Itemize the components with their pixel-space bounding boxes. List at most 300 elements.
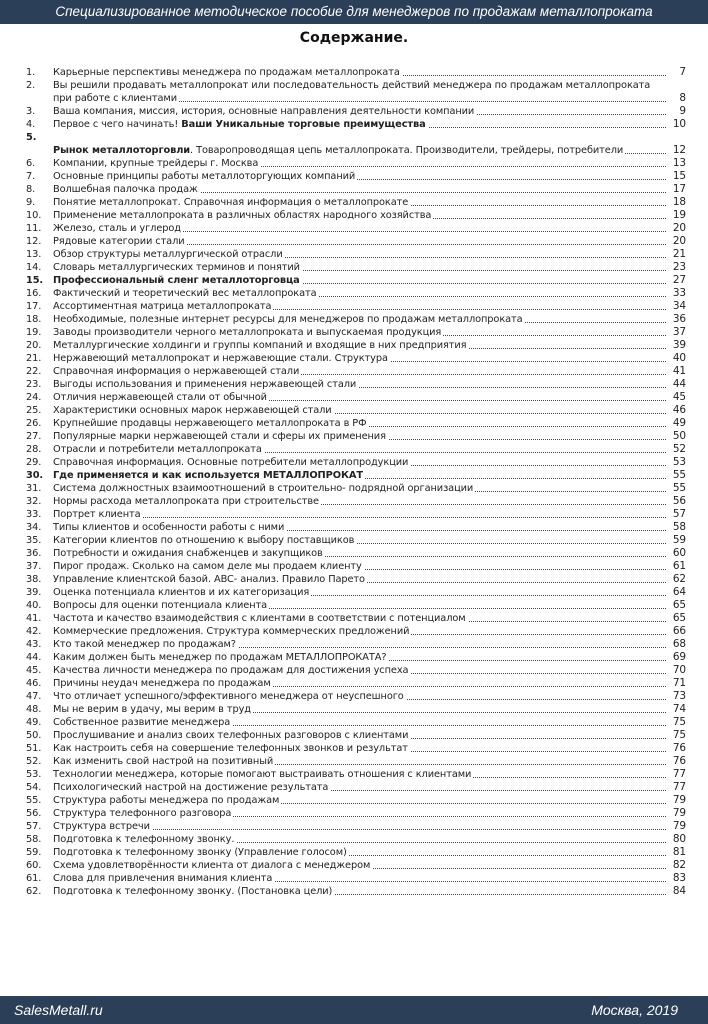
toc-item-number: 25.	[26, 405, 42, 416]
toc-item[interactable]	[26, 872, 686, 885]
toc-item[interactable]	[26, 690, 686, 703]
header-bar	[0, 0, 708, 24]
toc-item-text: Подготовка к телефонному звонку. (Постановка цели)	[53, 886, 333, 897]
toc-item-number: 2.	[26, 80, 36, 91]
toc-item-title	[53, 170, 666, 183]
toc-item[interactable]	[26, 118, 686, 131]
toc-item-text: Управление клиентской базой. ABC- анализ. Правило Парето	[53, 574, 365, 585]
toc-item-title	[53, 534, 666, 547]
toc-item-text: Необходимые, полезные интернет ресурсы для менеджеров по продажам металлопроката	[53, 314, 523, 325]
toc-item-number: 20.	[26, 340, 42, 351]
toc-item-text: Портрет клиента	[53, 509, 141, 520]
toc-item-title	[53, 820, 666, 833]
toc-item-title	[53, 326, 666, 339]
toc-item[interactable]	[26, 547, 686, 560]
toc-item[interactable]	[26, 209, 686, 222]
toc-item-number: 62.	[26, 886, 42, 897]
toc-item-page: 36	[672, 313, 686, 325]
toc-item-number: 33.	[26, 509, 42, 520]
toc-item-text: Коммерческие предложения. Структура коммерческих предложений	[53, 626, 410, 637]
toc-item-title	[53, 469, 666, 482]
toc-item[interactable]	[26, 300, 686, 313]
toc-item-number: 8.	[26, 184, 36, 195]
toc-item[interactable]	[26, 794, 686, 807]
toc-item[interactable]	[26, 625, 686, 638]
toc-item-page: 49	[672, 417, 686, 429]
table-of-contents	[26, 66, 686, 898]
toc-item[interactable]	[26, 820, 686, 833]
toc-item-number: 53.	[26, 769, 42, 780]
toc-item-bold-text: Рынок металлоторговли	[53, 145, 191, 156]
toc-item-number: 19.	[26, 327, 42, 338]
toc-item-page: 75	[672, 729, 686, 741]
toc-item-text: Обзор структуры металлургической отрасли	[53, 249, 283, 260]
toc-item-number: 47.	[26, 691, 42, 702]
toc-item-text: Отрасли и потребители металлопроката	[53, 444, 262, 455]
toc-item-page: 76	[672, 742, 686, 754]
toc-item-title	[53, 742, 666, 755]
toc-item[interactable]	[26, 404, 686, 417]
toc-item-text: Нержавеющий металлопрокат и нержавеющие стали. Структура	[53, 353, 388, 364]
toc-item-text: Частота и качество взаимодействия с клиентами в соответствии с потенциалом	[53, 613, 466, 624]
toc-item-number: 55.	[26, 795, 42, 806]
toc-item-text: Прослушивание и анализ своих телефонных разговоров с клиентами	[53, 730, 409, 741]
toc-item-number: 10.	[26, 210, 42, 221]
toc-item-number: 35.	[26, 535, 42, 546]
toc-item-page: 79	[672, 807, 686, 819]
toc-item-text: Вы решили продавать металлопрокат или последовательность действий менеджера по продажам металлопроката при работе с клиентами	[53, 80, 651, 104]
toc-item[interactable]	[26, 170, 686, 183]
toc-item-title	[53, 196, 666, 209]
toc-item-number: 42.	[26, 626, 42, 637]
toc-item[interactable]	[26, 313, 686, 326]
toc-item-text: Словарь металлургических терминов и понятий	[53, 262, 300, 273]
toc-item-title	[53, 625, 666, 638]
toc-item[interactable]	[26, 430, 686, 443]
toc-item-page: 41	[672, 365, 686, 377]
toc-item-number: 37.	[26, 561, 42, 572]
toc-item[interactable]	[26, 456, 686, 469]
toc-item-number: 49.	[26, 717, 42, 728]
toc-item-page: 23	[672, 261, 686, 273]
toc-item-text: Подготовка к телефонному звонку.	[53, 834, 235, 845]
toc-item-number: 27.	[26, 431, 42, 442]
toc-item-title	[53, 729, 666, 742]
toc-item-number: 48.	[26, 704, 42, 715]
toc-item[interactable]	[26, 326, 686, 339]
toc-item-text: Волшебная палочка продаж	[53, 184, 198, 195]
toc-item-text: Вопросы для оценки потенциала клиента	[53, 600, 268, 611]
toc-item-number: 34.	[26, 522, 42, 533]
toc-item-page: 71	[672, 677, 686, 689]
toc-item-number: 36.	[26, 548, 42, 559]
toc-item-page: 46	[672, 404, 686, 416]
toc-item-page: 33	[672, 287, 686, 299]
toc-item-page: 21	[672, 248, 686, 260]
toc-item-page: 17	[672, 183, 686, 195]
toc-item-number: 51.	[26, 743, 42, 754]
toc-item[interactable]	[26, 157, 686, 170]
toc-item-page: 65	[672, 612, 686, 624]
toc-item[interactable]	[26, 521, 686, 534]
toc-item-number: 28.	[26, 444, 42, 455]
toc-item-title	[53, 274, 666, 287]
toc-item-page: 39	[672, 339, 686, 351]
toc-item-page: 58	[672, 521, 686, 533]
toc-item-title	[53, 573, 666, 586]
toc-item-page: 77	[672, 781, 686, 793]
toc-item-text: Нормы расхода металлопроката при строительстве	[53, 496, 319, 507]
toc-item-number: 40.	[26, 600, 42, 611]
toc-item-title	[53, 495, 666, 508]
toc-item-text: Выгоды использования и применения нержавеющей стали	[53, 379, 357, 390]
toc-item-page: 44	[672, 378, 686, 390]
toc-item-number: 23.	[26, 379, 42, 390]
toc-item-page: 40	[672, 352, 686, 364]
footer-site[interactable]: SalesMetall.ru	[14, 1002, 103, 1018]
toc-item-page: 76	[672, 755, 686, 767]
toc-item-number: 7.	[26, 171, 36, 182]
toc-item-title	[53, 300, 666, 313]
toc-item-number: 11.	[26, 223, 42, 234]
toc-item[interactable]	[26, 287, 686, 300]
toc-item-title	[53, 482, 666, 495]
toc-item[interactable]	[26, 573, 686, 586]
toc-item[interactable]	[26, 768, 686, 781]
toc-item-number: 50.	[26, 730, 42, 741]
toc-item-page: 56	[672, 495, 686, 507]
toc-item-text: Система должностных взаимоотношений в строительно- подрядной организации	[53, 483, 474, 494]
toc-item-number: 52.	[26, 756, 42, 767]
toc-item-text: Технологии менеджера, которые помогают выстраивать отношения с клиентами	[53, 769, 472, 780]
toc-item-title	[53, 105, 666, 118]
toc-item-page: 55	[672, 469, 686, 481]
toc-item-page: 45	[672, 391, 686, 403]
toc-item-title	[53, 339, 666, 352]
toc-item-title	[53, 144, 666, 157]
toc-item[interactable]	[26, 222, 686, 235]
toc-item-number: 56.	[26, 808, 42, 819]
toc-item-number: 13.	[26, 249, 42, 260]
toc-item-number: 54.	[26, 782, 42, 793]
toc-item-number: 21.	[26, 353, 42, 364]
toc-item-number: 14.	[26, 262, 42, 273]
toc-item-title	[53, 79, 666, 105]
toc-item-text: Оценка потенциала клиентов и их категоризация	[53, 587, 310, 598]
toc-item-page: 65	[672, 599, 686, 611]
toc-item-text: Пирог продаж. Сколько на самом деле мы продаем клиенту	[53, 561, 362, 572]
toc-item-page: 64	[672, 586, 686, 598]
toc-item-text: Собственное развитие менеджера	[53, 717, 231, 728]
toc-item-title	[53, 638, 666, 651]
toc-item[interactable]	[26, 716, 686, 729]
toc-item-page: 57	[672, 508, 686, 520]
toc-item-text: Ваша компания, миссия, история, основные направления деятельности компании	[53, 106, 475, 117]
toc-item-number: 24.	[26, 392, 42, 403]
toc-item[interactable]	[26, 833, 686, 846]
toc-item[interactable]	[26, 365, 686, 378]
toc-item[interactable]	[26, 560, 686, 573]
toc-item-page: 79	[672, 794, 686, 806]
toc-item-number: 39.	[26, 587, 42, 598]
toc-item-number: 41.	[26, 613, 42, 624]
footer-place-year: Москва, 2019	[591, 1002, 678, 1018]
toc-item-title	[53, 547, 666, 560]
toc-item-text: Где применяется и как используется МЕТАЛЛОПРОКАТ	[53, 470, 363, 481]
toc-item-page: 55	[672, 482, 686, 494]
toc-item-number: 5.	[26, 132, 37, 143]
toc-item[interactable]	[26, 339, 686, 352]
toc-item-text: Профессиональный сленг металлоторговца	[53, 275, 300, 286]
toc-item-number: 58.	[26, 834, 42, 845]
toc-item-text: Карьерные перспективы менеджера по продажам металлопроката	[53, 67, 400, 78]
toc-item[interactable]	[26, 495, 686, 508]
toc-item[interactable]	[26, 846, 686, 859]
toc-item[interactable]	[26, 183, 686, 196]
toc-item-page: 18	[672, 196, 686, 208]
toc-item-title	[53, 404, 666, 417]
toc-item-text: Ассортиментная матрица металлопроката	[53, 301, 272, 312]
toc-item-page: 53	[672, 456, 686, 468]
toc-item[interactable]	[26, 482, 686, 495]
toc-item[interactable]	[26, 196, 686, 209]
toc-item-number: 57.	[26, 821, 42, 832]
toc-item-number: 46.	[26, 678, 42, 689]
toc-item-title	[53, 235, 666, 248]
toc-item-title	[53, 430, 666, 443]
toc-item[interactable]	[26, 66, 686, 79]
toc-item[interactable]	[26, 729, 686, 742]
toc-item[interactable]	[26, 261, 686, 274]
toc-item-page: 27	[672, 274, 686, 286]
toc-item-title	[53, 677, 666, 690]
toc-item-number: 38.	[26, 574, 42, 585]
toc-item-page: 61	[672, 560, 686, 572]
toc-item-title	[53, 222, 666, 235]
toc-item-title	[53, 456, 666, 469]
toc-item-number: 43.	[26, 639, 42, 650]
toc-item[interactable]	[26, 599, 686, 612]
toc-item-title	[53, 807, 666, 820]
toc-item-text: Что отличает успешного/эффективного менеджера от неуспешного	[53, 691, 404, 702]
toc-item-page: 68	[672, 638, 686, 650]
toc-item[interactable]	[26, 417, 686, 430]
toc-item-bold-text: Ваши Уникальные торговые преимущества	[181, 119, 426, 130]
toc-item[interactable]	[26, 677, 686, 690]
toc-item-title	[53, 599, 666, 612]
toc-item-page: 50	[672, 430, 686, 442]
toc-item-number: 60.	[26, 860, 42, 871]
toc-item[interactable]	[26, 248, 686, 261]
toc-item-title	[53, 118, 666, 131]
toc-item[interactable]	[26, 534, 686, 547]
toc-item-title	[53, 664, 666, 677]
toc-item-text: Справочная информация о нержавеющей стали	[53, 366, 300, 377]
toc-item-page: 84	[672, 885, 686, 897]
toc-item[interactable]	[26, 79, 686, 105]
toc-item[interactable]	[26, 807, 686, 820]
toc-item-text: Заводы производители черного металлопроката и выпускаемая продукция	[53, 327, 442, 338]
toc-item-text: Применение металлопроката в различных областях народного хозяйства	[53, 210, 432, 221]
toc-item-number: 59.	[26, 847, 42, 858]
toc-item-title	[53, 859, 666, 872]
toc-item-number: 31.	[26, 483, 42, 494]
toc-item[interactable]	[26, 443, 686, 456]
toc-item[interactable]	[26, 469, 686, 482]
toc-item-number: 30.	[26, 470, 44, 481]
toc-item-text: Структура встречи	[53, 821, 150, 832]
toc-item-page: 77	[672, 768, 686, 780]
toc-item-number: 3.	[26, 106, 36, 117]
toc-item[interactable]	[26, 274, 686, 287]
toc-item-text: Металлургические холдинги и группы компаний и входящие в них предприятия	[53, 340, 467, 351]
toc-item-text: Популярные марки нержавеющей стали и сферы их применения	[53, 431, 386, 442]
toc-item[interactable]	[26, 742, 686, 755]
toc-item-page: 74	[672, 703, 686, 715]
toc-item-text: Основные принципы работы металлоторгующих компаний	[53, 171, 356, 182]
header-text: Специализированное методическое пособие для менеджеров по продажам металлопроката	[55, 4, 653, 19]
toc-item-page: 19	[672, 209, 686, 221]
toc-item-page: 13	[672, 157, 686, 169]
page-title: Содержание.	[299, 30, 409, 46]
toc-item-page: 34	[672, 300, 686, 312]
toc-item-title	[53, 651, 666, 664]
toc-item-text: Категории клиентов по отношению к выбору поставщиков	[53, 535, 355, 546]
toc-item-text: Подготовка к телефонному звонку (Управление голосом)	[53, 847, 347, 858]
toc-item-page: 52	[672, 443, 686, 455]
toc-item-page: 7	[679, 66, 686, 78]
toc-item-title	[53, 612, 666, 625]
toc-item-title	[53, 703, 666, 716]
toc-item[interactable]	[26, 781, 686, 794]
toc-item-title	[53, 768, 666, 781]
toc-item-page: 8	[679, 92, 686, 104]
toc-item[interactable]	[26, 664, 686, 677]
toc-item[interactable]	[26, 586, 686, 599]
toc-item-text: Мы не верим в удачу, мы верим в труд	[53, 704, 251, 715]
toc-item-title	[53, 352, 666, 365]
toc-item[interactable]	[26, 378, 686, 391]
toc-item-page: 80	[672, 833, 686, 845]
toc-item-text-cont: . Товаропроводящая цепь металлопроката. Производители, трейдеры, потребители	[190, 145, 624, 156]
toc-item-text: Железо, сталь и углерод	[53, 223, 181, 234]
toc-item-title	[53, 417, 666, 430]
toc-item-text: Причины неудач менеджера по продажам	[53, 678, 271, 689]
toc-item-number: 15.	[26, 275, 44, 286]
toc-item-title	[53, 66, 666, 79]
toc-item-title	[53, 287, 666, 300]
toc-item-page: 59	[672, 534, 686, 546]
toc-item-title	[53, 755, 666, 768]
toc-item-title	[53, 716, 666, 729]
toc-item-page: 82	[672, 859, 686, 871]
toc-item-page: 9	[679, 105, 686, 117]
toc-item-text: Качества личности менеджера по продажам для достижения успеха	[53, 665, 409, 676]
toc-item-number: 18.	[26, 314, 42, 325]
toc-item-title	[53, 794, 666, 807]
toc-item[interactable]	[26, 703, 686, 716]
toc-item-number: 12.	[26, 236, 42, 247]
toc-item-number: 1.	[26, 67, 36, 78]
toc-item-page: 37	[672, 326, 686, 338]
toc-item[interactable]	[26, 235, 686, 248]
toc-item[interactable]	[26, 885, 686, 898]
toc-item[interactable]	[26, 131, 686, 157]
footer-bar	[0, 996, 708, 1024]
toc-item-title	[53, 781, 666, 794]
toc-item-number: 9.	[26, 197, 36, 208]
toc-item-title	[53, 209, 666, 222]
toc-item[interactable]	[26, 508, 686, 521]
toc-item-page: 79	[672, 820, 686, 832]
toc-item-number: 61.	[26, 873, 42, 884]
toc-item[interactable]	[26, 352, 686, 365]
toc-item-title	[53, 443, 666, 456]
toc-item-title	[53, 508, 666, 521]
toc-item-page: 20	[672, 235, 686, 247]
toc-item-page: 10	[672, 118, 686, 130]
toc-item-text: Рядовые категории стали	[53, 236, 185, 247]
toc-item[interactable]	[26, 612, 686, 625]
toc-item-text: Характеристики основных марок нержавеющей стали	[53, 405, 332, 416]
toc-item-text: Крупнейшие продавцы нержавеющего металлопроката в РФ	[53, 418, 367, 429]
toc-item-text: Компании, крупные трейдеры г. Москва	[53, 158, 259, 169]
toc-item-number: 29.	[26, 457, 42, 468]
toc-item-page: 20	[672, 222, 686, 234]
toc-item-page: 69	[672, 651, 686, 663]
toc-item-title	[53, 846, 666, 859]
toc-item-page: 66	[672, 625, 686, 637]
toc-item-text: Отличия нержавеющей стали от обычной	[53, 392, 267, 403]
toc-item-page: 83	[672, 872, 686, 884]
toc-item-text: Психологический настрой на достижение результата	[53, 782, 329, 793]
toc-item-text: Справочная информация. Основные потребители металлопродукции	[53, 457, 409, 468]
toc-item-text: Структура работы менеджера по продажам	[53, 795, 280, 806]
toc-item[interactable]	[26, 105, 686, 118]
toc-item-number: 17.	[26, 301, 42, 312]
toc-item-text: Слова для привлечения внимания клиента	[53, 873, 273, 884]
toc-item-text: Первое с чего начинать!	[53, 119, 182, 130]
toc-item-number: 16.	[26, 288, 42, 299]
toc-item-text: Как изменить свой настрой на позитивный	[53, 756, 274, 767]
toc-item-text: Типы клиентов и особенности работы с ними	[53, 522, 285, 533]
toc-item-text: Структура телефонного разговора	[53, 808, 232, 819]
toc-item-title	[53, 313, 666, 326]
toc-item-title	[53, 885, 666, 898]
toc-item[interactable]	[26, 755, 686, 768]
toc-item[interactable]	[26, 391, 686, 404]
toc-item-text: Как настроить себя на совершение телефонных звонков и результат	[53, 743, 408, 754]
toc-item-page: 70	[672, 664, 686, 676]
toc-item-page: 75	[672, 716, 686, 728]
toc-item-title	[53, 521, 666, 534]
toc-item-number: 22.	[26, 366, 42, 377]
toc-item[interactable]	[26, 859, 686, 872]
toc-item[interactable]	[26, 638, 686, 651]
toc-item-page: 81	[672, 846, 686, 858]
toc-item-page: 12	[672, 144, 686, 156]
toc-item-title	[53, 261, 666, 274]
toc-item-text: Понятие металлопрокат. Справочная информация о металлопрокате	[53, 197, 409, 208]
toc-item-number: 44.	[26, 652, 42, 663]
toc-item-text: Потребности и ожидания снабженцев и закупщиков	[53, 548, 323, 559]
toc-item-number: 45.	[26, 665, 42, 676]
toc-item-title	[53, 690, 666, 703]
toc-item-text: Кто такой менеджер по продажам?	[53, 639, 236, 650]
toc-item[interactable]	[26, 651, 686, 664]
toc-item-text: Фактический и теоретический вес металлопроката	[53, 288, 317, 299]
toc-item-page: 60	[672, 547, 686, 559]
